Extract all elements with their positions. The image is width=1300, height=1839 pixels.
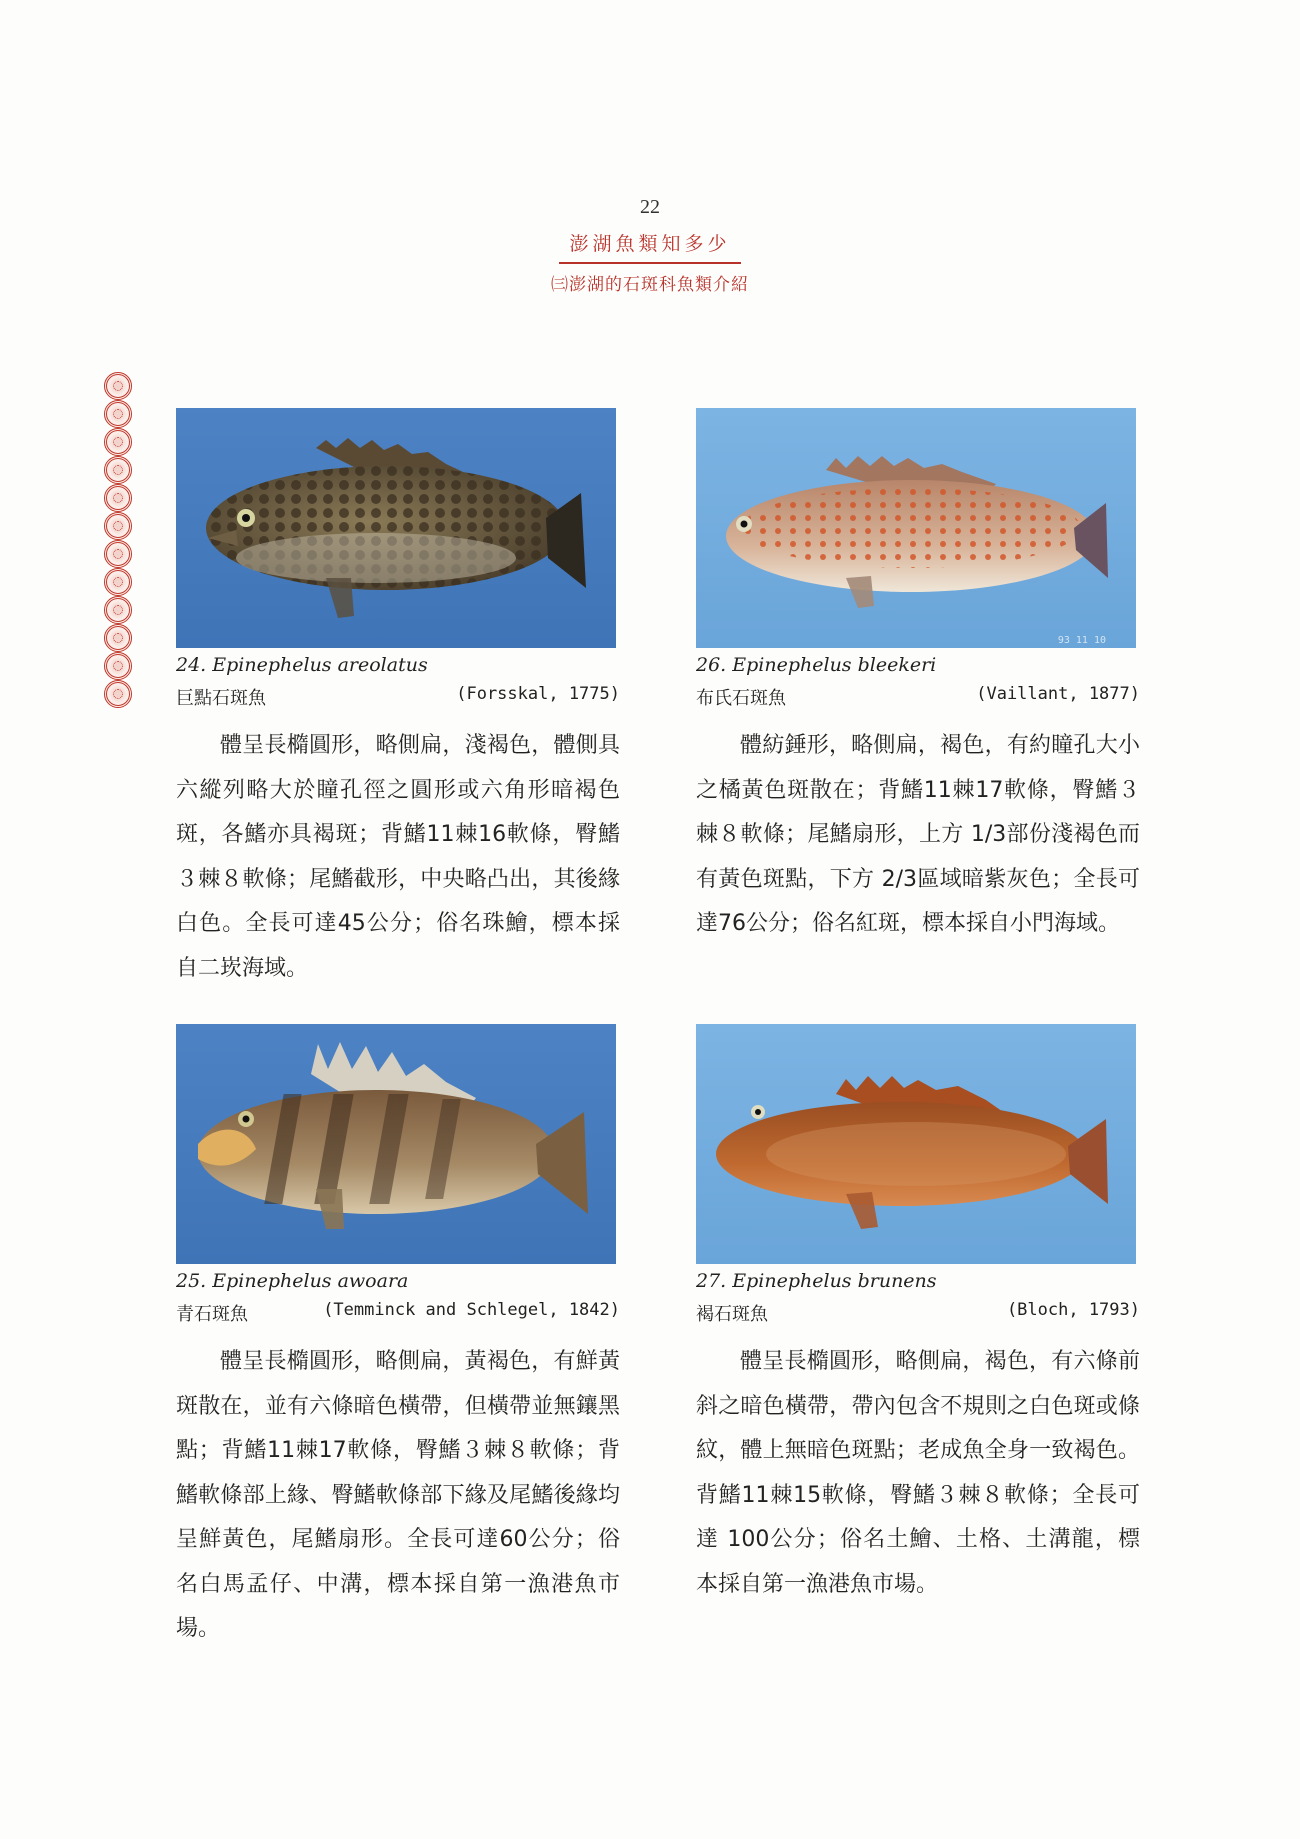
fish-photo-25 [176, 1024, 616, 1264]
scientific-name: 25. Epinephelus awoara [176, 1270, 409, 1292]
page-number: 22 [640, 196, 660, 218]
seal-icon [104, 400, 132, 428]
chinese-name: 青石斑魚 [176, 1304, 248, 1325]
seal-icon [104, 568, 132, 596]
scientific-name: 27. Epinephelus brunens [696, 1270, 937, 1292]
page-header [0, 196, 1300, 295]
seal-icon [104, 624, 132, 652]
species-description: 體呈長橢圓形，略側扁，褐色，有六條前斜之暗色橫帶，帶內包含不規則之白色斑或條紋，體上無暗色斑點；老成魚全身一致褐色。背鰭11棘15軟條，臀鰭３棘８軟條；全長可達 100公分；俗名土鱠、土格、土溝龍，標本採自第一漁港魚市場。 [696, 1349, 1140, 1597]
author-year: (Bloch, 1793) [1006, 1300, 1140, 1320]
seal-icon [104, 680, 132, 708]
decorative-seal-column [104, 372, 138, 708]
fish-photo-24 [176, 408, 616, 648]
fish-photo-26 [696, 408, 1136, 648]
header-subtitle: ㈢澎湖的石斑科魚類介紹 [551, 275, 749, 295]
scientific-name: 24. Epinephelus areolatus [176, 654, 428, 676]
seal-icon [104, 428, 132, 456]
species-description: 體呈長橢圓形，略側扁，黃褐色，有鮮黃斑散在，並有六條暗色橫帶，但橫帶並無鑲黑點；背鰭11棘17軟條，臀鰭３棘８軟條；背鰭軟條部上緣、臀鰭軟條部下緣及尾鰭後緣均呈鮮黃色，尾鰭扇形。全長可達60公分；俗名白馬孟仔、中溝，標本採自第一漁港魚市場。 [176, 1349, 620, 1641]
header-title: 澎湖魚類知多少 [559, 229, 740, 264]
chinese-name: 巨點石斑魚 [176, 688, 266, 709]
photo-date-stamp: 93 11 10 [1057, 635, 1106, 646]
author-year: (Temminck and Schlegel, 1842) [323, 1300, 620, 1320]
scientific-name: 26. Epinephelus bleekeri [696, 654, 937, 676]
seal-icon [104, 652, 132, 680]
seal-icon [104, 512, 132, 540]
seal-icon [104, 372, 132, 400]
fish-entry-25 [176, 1024, 620, 1652]
chinese-name: 褐石斑魚 [696, 1304, 768, 1325]
chinese-name: 布氏石斑魚 [696, 688, 786, 709]
fish-entry-27 [696, 1024, 1140, 1607]
species-description: 體紡錘形，略側扁，褐色，有約瞳孔大小之橘黃色斑散在；背鰭11棘17軟條，臀鰭３棘８軟條；尾鰭扇形，上方 1/3部份淺褐色而有黃色斑點，下方 2/3區域暗紫灰色；全長可達76公分；俗名紅斑，標本採自小門海域。 [696, 733, 1140, 936]
seal-icon [104, 596, 132, 624]
seal-icon [104, 456, 132, 484]
seal-icon [104, 540, 132, 568]
seal-icon [104, 484, 132, 512]
species-description: 體呈長橢圓形，略側扁，淺褐色，體側具六縱列略大於瞳孔徑之圓形或六角形暗褐色斑，各鰭亦具褐斑；背鰭11棘16軟條，臀鰭３棘８軟條；尾鰭截形，中央略凸出，其後緣白色。全長可達45公分；俗名珠鱠，標本採自二崁海域。 [176, 733, 620, 981]
fish-entry-24 [176, 408, 620, 991]
fish-photo-27 [696, 1024, 1136, 1264]
author-year: (Vaillant, 1877) [976, 684, 1140, 704]
author-year: (Forsskal, 1775) [456, 684, 620, 704]
fish-entry-26 [696, 408, 1140, 947]
